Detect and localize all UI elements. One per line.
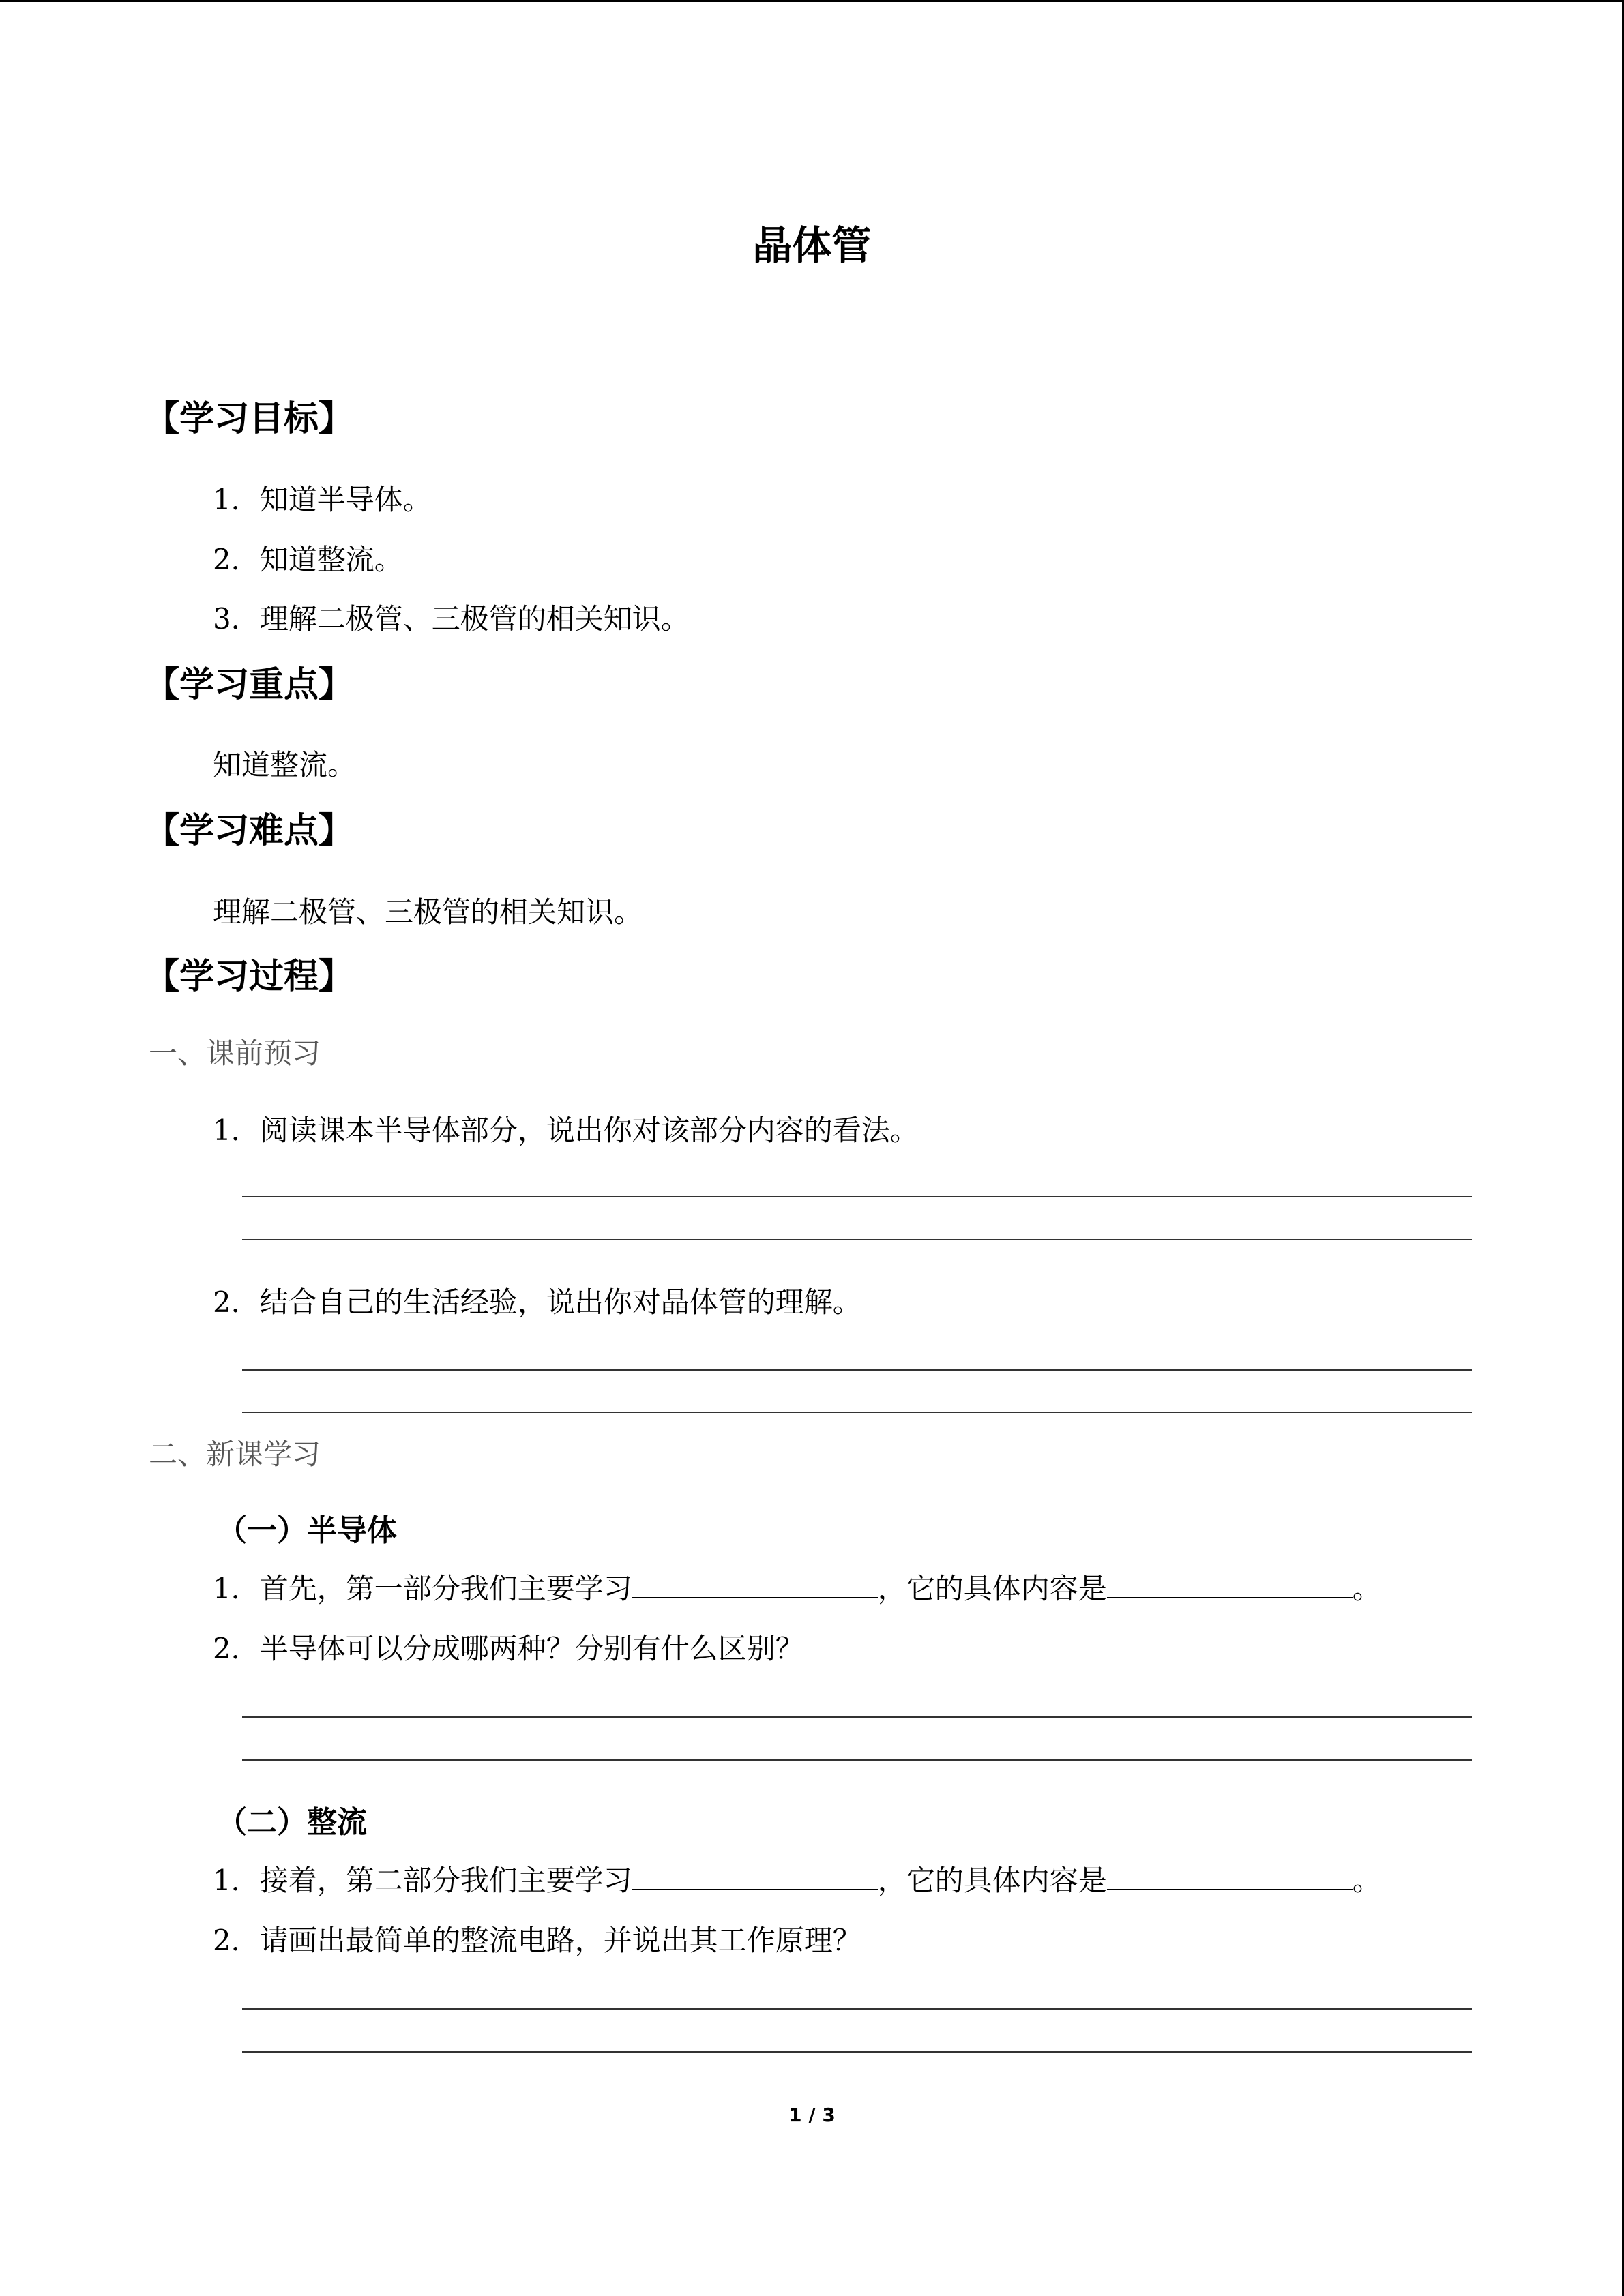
key-points-text: 知道整流。: [213, 748, 357, 781]
fill-blank[interactable]: [1107, 1862, 1353, 1890]
part2-question-1: [213, 1858, 1381, 1899]
part2-q1-text-c: 。: [1352, 1864, 1381, 1897]
key-points-heading: 【学习重点】: [145, 665, 354, 705]
answer-line: [242, 2051, 1472, 2053]
process-heading: 【学习过程】: [145, 957, 354, 997]
fill-blank[interactable]: [1107, 1570, 1353, 1598]
fill-blank[interactable]: [632, 1862, 878, 1890]
goals-heading: 【学习目标】: [145, 399, 354, 439]
goal-item-3: 3．理解二极管、三极管的相关知识。: [213, 602, 690, 636]
part2-q1-text-b: ，它的具体内容是: [877, 1864, 1107, 1897]
preview-heading: 一、课前预习: [149, 1037, 321, 1070]
part1-question-1: [213, 1566, 1381, 1607]
goal-item-2: 2．知道整流。: [213, 543, 403, 576]
difficulties-heading: 【学习难点】: [145, 811, 354, 851]
answer-line: [242, 1369, 1472, 1371]
preview-question-1: 1．阅读课本半导体部分，说出你对该部分内容的看法。: [213, 1114, 919, 1147]
part1-heading: （一）半导体: [217, 1513, 397, 1548]
fill-blank[interactable]: [632, 1570, 878, 1598]
part1-q1-text-a: 1．首先，第一部分我们主要学习: [213, 1572, 632, 1605]
goal-item-1: 1．知道半导体。: [213, 483, 432, 516]
part1-q1-text-c: 。: [1352, 1572, 1381, 1605]
answer-line: [242, 1196, 1472, 1197]
answer-line: [242, 1716, 1472, 1718]
preview-question-2: 2．结合自己的生活经验，说出你对晶体管的理解。: [213, 1285, 861, 1319]
part1-q1-text-b: ，它的具体内容是: [877, 1572, 1107, 1605]
new-lesson-heading: 二、新课学习: [149, 1437, 321, 1471]
answer-line: [242, 1412, 1472, 1413]
answer-line: [242, 1759, 1472, 1761]
answer-line: [242, 2008, 1472, 2010]
part2-heading: （二）整流: [217, 1805, 367, 1840]
page-number: 1 / 3: [788, 2104, 836, 2126]
part2-q1-text-a: 1．接着，第二部分我们主要学习: [213, 1864, 632, 1897]
part1-question-2: 2．半导体可以分成哪两种？分别有什么区别？: [213, 1632, 804, 1665]
page-top-border: [0, 0, 1624, 2]
page-title: 晶体管: [752, 222, 872, 269]
difficulties-text: 理解二极管、三极管的相关知识。: [213, 895, 643, 929]
answer-line: [242, 1239, 1472, 1240]
part2-question-2: 2．请画出最简单的整流电路，并说出其工作原理？: [213, 1924, 861, 1957]
